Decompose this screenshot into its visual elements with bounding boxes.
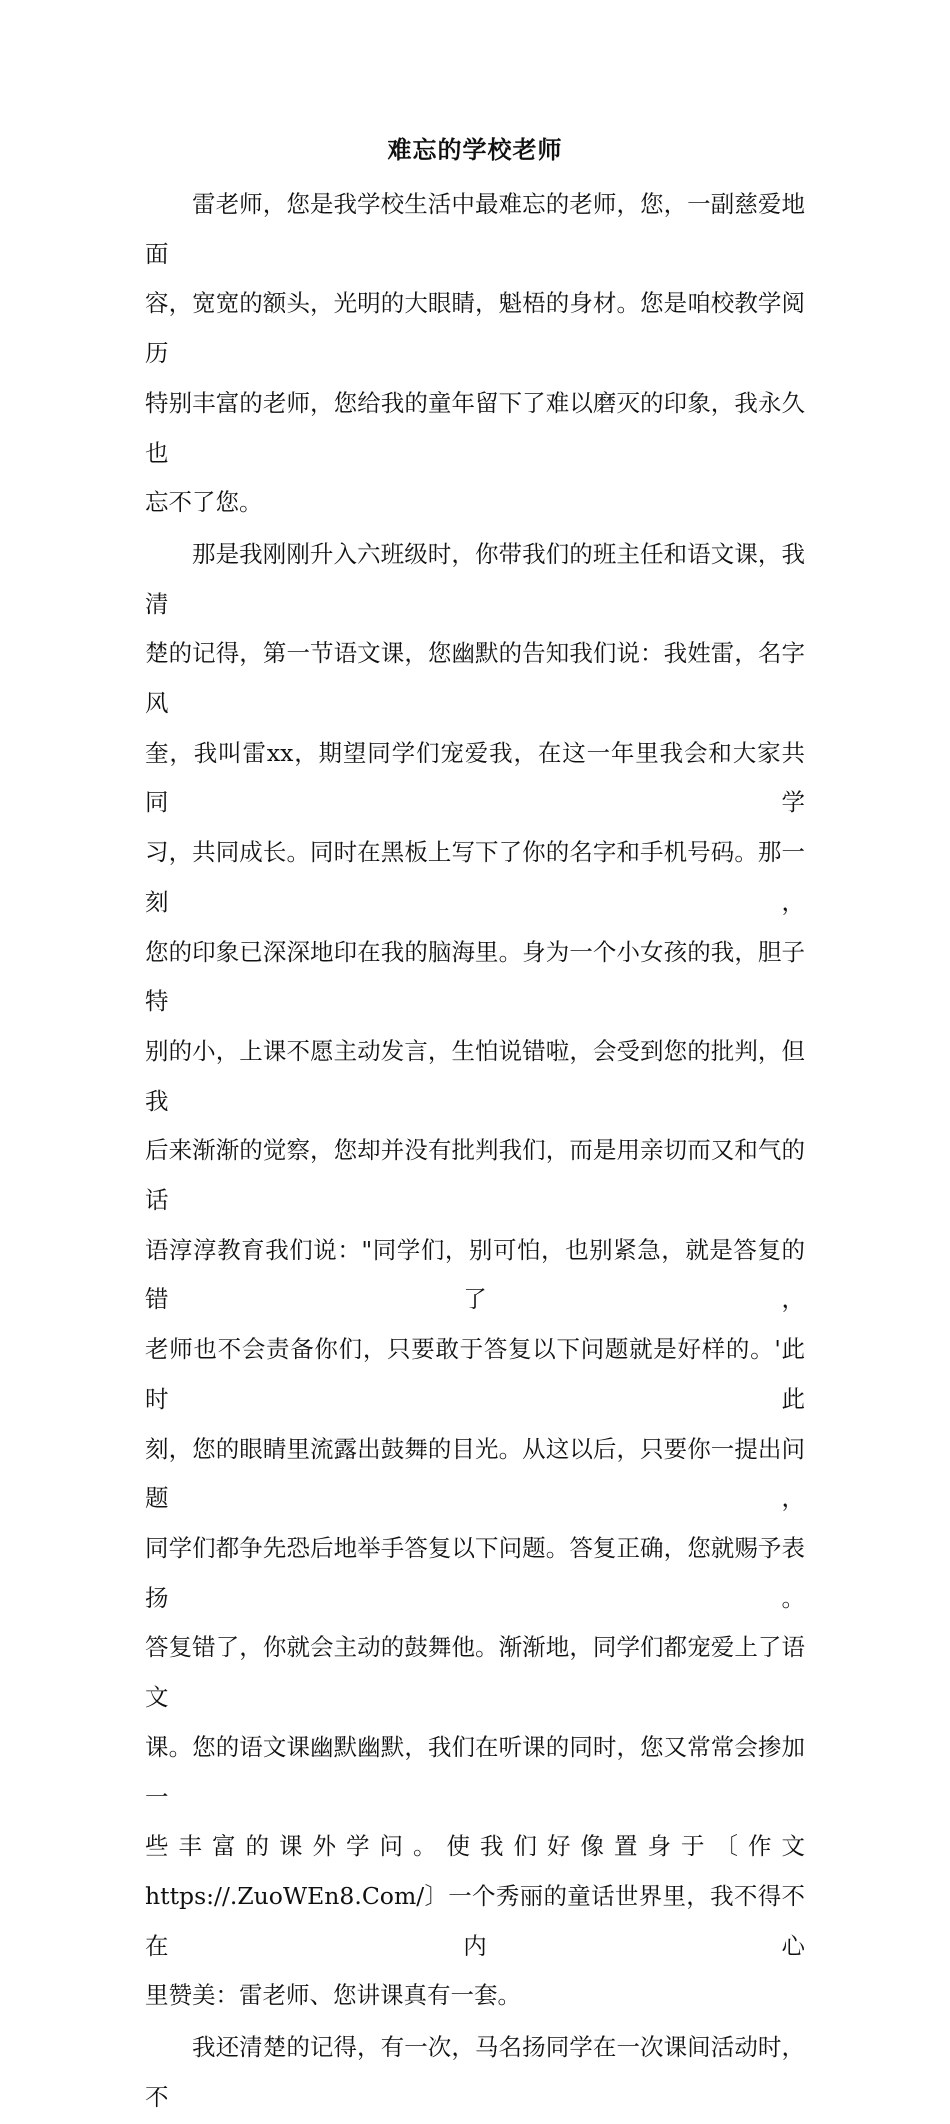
text-line: 奎，我叫雷xx，期望同学们宠爱我，在这一年里我会和大家共同学 [145,738,805,817]
text-line: 课。您的语文课幽默幽默，我们在听课的同时，您又常常会掺加一 [145,1732,805,1811]
text-line: 些丰富的课外学问。使我们好像置身于〔作文 [145,1832,805,1861]
text-line: https://.ZuoWEn8.Com/〕一个秀丽的童话世界里，我不得不在内心 [145,1881,805,1960]
paragraph-2 [145,530,805,2021]
text-line: 老师也不会责备你们，只要敢于答复以下问题就是好样的。'此时此 [145,1335,805,1413]
paragraph-1 [145,180,805,528]
text-line: 您的印象已深深地印在我的脑海里。身为一个小女孩的我，胆子特 [145,937,805,1016]
paragraph-3 [145,2023,805,2122]
text-line: 特别丰富的老师，您给我的童年留下了难以磨灭的印象，我永久也 [145,388,805,467]
document-title: 难忘的学校老师 [387,135,563,164]
text-line: 我还清楚的记得，有一次，马名扬同学在一次课间活动时，不 [145,2033,805,2111]
text-line: 雷老师，您是我学校生活中最难忘的老师，您，一副慈爱地面 [145,190,805,268]
text-line: 语淳淳教育我们说："同学们，别可怕，也别紧急，就是答复的错了， [145,1235,805,1314]
text-line: 那是我刚刚升入六班级时，你带我们的班主任和语文课，我清 [145,539,805,618]
text-line: 同学们都争先恐后地举手答复以下问题。答复正确，您就赐予表扬。 [145,1533,805,1612]
text-line: 里赞美：雷老师、您讲课真有一套。 [145,1981,521,2010]
text-line: 忘不了您。 [145,488,263,517]
text-line: 容，宽宽的额头，光明的大眼睛，魁梧的身材。您是咱校教学阅历 [145,289,805,368]
text-line: 楚的记得，第一节语文课，您幽默的告知我们说：我姓雷，名字风 [145,639,805,718]
document-page [145,130,805,2124]
text-line: 后来渐渐的觉察，您却并没有批判我们，而是用亲切而又和气的话 [145,1136,805,1215]
text-line: 习，共同成长。同时在黑板上写下了你的名字和手机号码。那一刻， [145,838,805,916]
text-line: 刻，您的眼睛里流露出鼓舞的目光。从这以后，只要你一提出问题， [145,1434,805,1513]
text-line: 别的小，上课不愿主动发言，生怕说错啦，会受到您的批判，但我 [145,1036,805,1115]
text-line: 答复错了，你就会主动的鼓舞他。渐渐地，同学们都宠爱上了语文 [145,1633,805,1712]
